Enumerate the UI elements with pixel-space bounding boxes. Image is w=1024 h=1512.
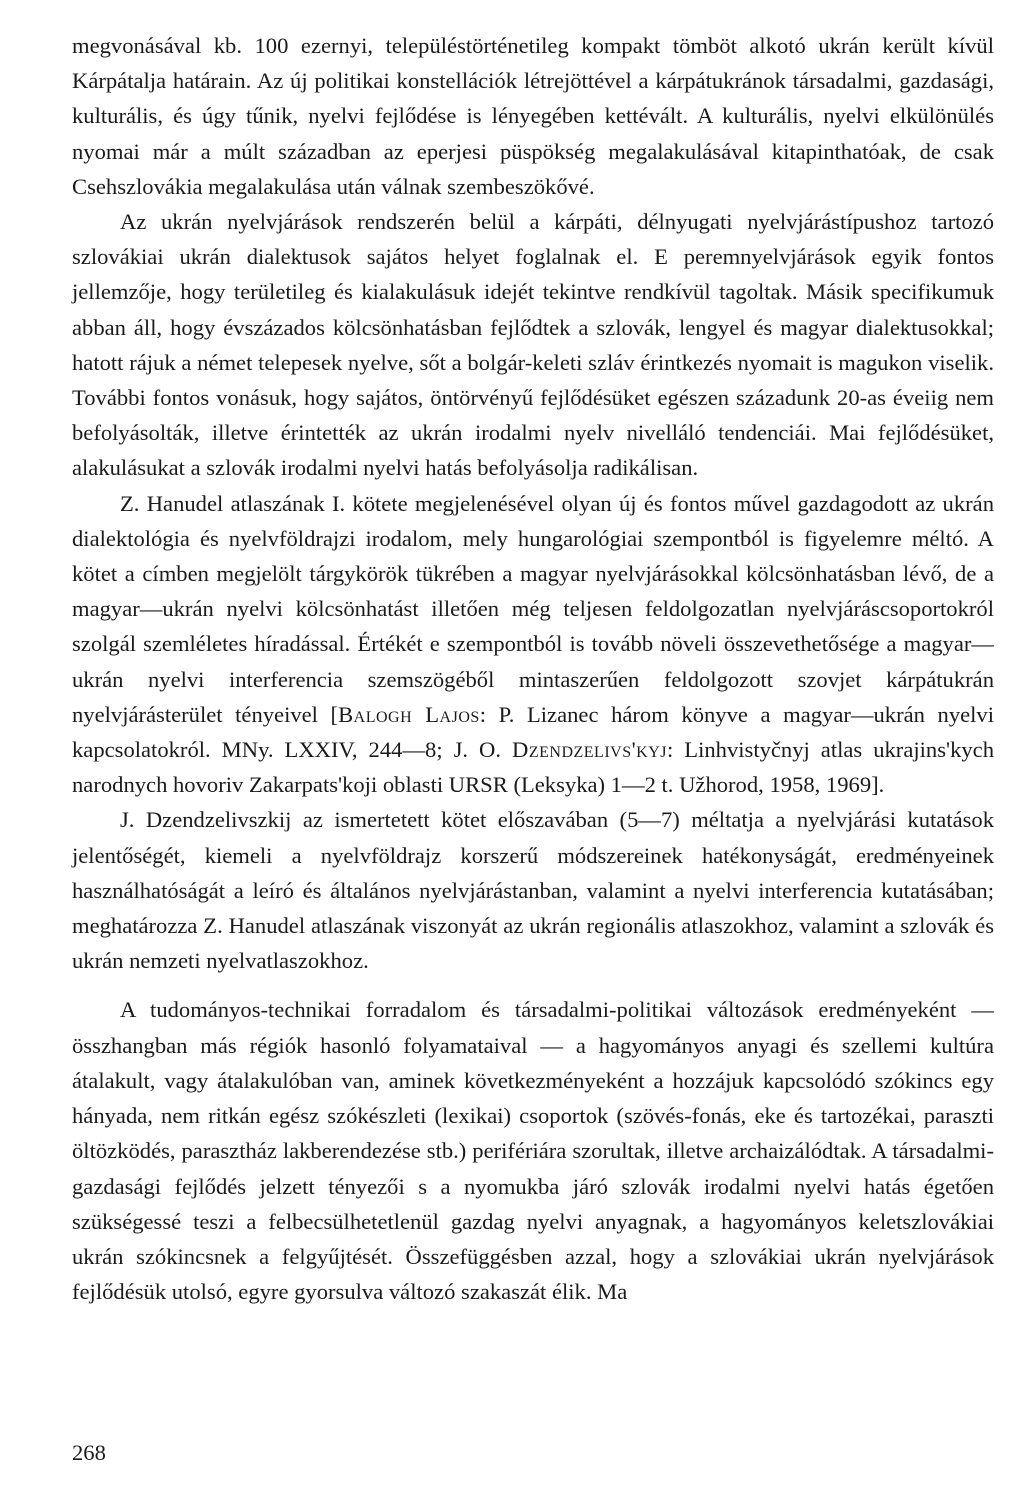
paragraph-1: megvonásával kb. 100 ezernyi, településtörténetileg kompakt tömböt alkotó ukrán került kívül Kárpátalja határain. Az új politikai konstellációk létrejöttével a kárpátukránok társadalmi, gazdasági, kulturális, és úgy tűnik, nyelvi fejlődése is lényegében kettévált. A kulturális, nyelvi elkülönülés nyomai már a múlt században az eperjesi püspökség megalakulásával kitapinthatóak, de csak Csehszlovákia megalakulása után válnak szembeszökővé. [72, 33, 994, 199]
paragraph-3-text-middle: : P. Lizanec három könyve a magyar—ukrán nyelvi kapcsolatokról. MNy. LXXIV, 244—8; J. O. [72, 701, 994, 763]
paragraph-3-text-before: Z. Hanudel atlaszának I. kötete megjelenésével olyan új és fontos művel gazdagodott az ukrán dialektológia és nyelvföldrajzi irodalom, mely hungarológiai szempontból is figyelemre méltó. A kötet a címben megjelölt tárgykörök tükrében a magyar nyelvjárásokkal kölcsönhatásban lévő, de a magyar—ukrán nyelvi kölcsönhatást illetően még teljesen feldolgozatlan nyelvjáráscsoportokról szolgál szemléletes híradással. Értékét e szempontból is tovább növeli összevethetősége a magyar—ukrán nyelvi interferencia szemszögéből mintaszerűen feldolgozott szovjet kárpátukrán nyelvjárásterület tényeivel [ [72, 490, 994, 727]
page-body [72, 28, 994, 1309]
paragraph-4: J. Dzendzelivszkij az ismertetett kötet előszavában (5—7) méltatja a nyelvjárási kutatások jelentőségét, kiemeli a nyelvföldrajz korszerű módszereinek hatékonyságát, eredményeinek használhatóságát a leíró és általános nyelvjárástanban, valamint a nyelvi interferencia kutatásában; meghatározza Z. Hanudel atlaszának viszonyát az ukrán regionális atlaszokhoz, valamint a szlovák és ukrán nemzeti nyelvatlaszokhoz. [72, 807, 994, 974]
citation-author-balogh: Balogh Lajos [338, 701, 480, 727]
page-number: 268 [72, 1440, 106, 1465]
paragraph-3 [72, 486, 994, 803]
paragraph-3-text-after: : Linhvistyčnyj atlas ukrajins'kych narodnych hovoriv Zakarpats'koji oblasti URSR (Leksyka) 1—2 t. Užhorod, 1958, 1969]. [72, 737, 994, 798]
citation-author-dzendzelivskyj: Dzendzelivs'kyj [512, 737, 668, 763]
paragraph-5: A tudományos-technikai forradalom és társadalmi-politikai változások eredményeként — összhangban más régiók hasonló folyamataival — a hagyományos anyagi és szellemi kultúra átalakult, vagy átalakulóban van, aminek következményeként a hozzájuk kapcsolódó szókincs egy hányada, nem ritkán egész szókészleti (lexikai) csoportok (szövés-fonás, eke és tartozékai, paraszti öltözködés, parasztház lakberendezése stb.) perifériára szorultak, illetve archaizálódtak. A társadalmi-gazdasági fejlődés jelzett tényezői s a nyomukba járó szlovák irodalmi nyelvi hatás égetően szükségessé teszi a felbecsülhetetlenül gazdag nyelvi anyagnak, a hagyományos keletszlovákiai ukrán szókincsnek a felgyűjtését. Összefüggésben azzal, hogy a szlovákiai ukrán nyelvjárások fejlődésük utolsó, egyre gyorsulva változó szakaszát élik. Ma [72, 997, 994, 1305]
paragraph-2: Az ukrán nyelvjárások rendszerén belül a kárpáti, délnyugati nyelvjárástípushoz tartozó szlovákiai ukrán dialektusok sajátos helyet foglalnak el. E peremnyelvjárások egyik fontos jellemzője, hogy területileg és kialakulásuk idejét tekintve rendkívül tagoltak. Másik specifikumuk abban áll, hogy évszázados kölcsönhatásban fejlődtek a szlovák, lengyel és magyar dialektusokkal; hatott rájuk a német telepesek nyelve, sőt a bolgár-keleti szláv érintkezés nyomait is magukon viselik. További fontos vonásuk, hogy sajátos, öntörvényű fejlődésüket egészen századunk 20-as éveiig nem befolyásolták, illetve érintették az ukrán irodalmi nyelv nivelláló tendenciái. Mai fejlődésüket, alakulásukat a szlovák irodalmi nyelvi hatás befolyásolja radikálisan. [72, 209, 994, 481]
